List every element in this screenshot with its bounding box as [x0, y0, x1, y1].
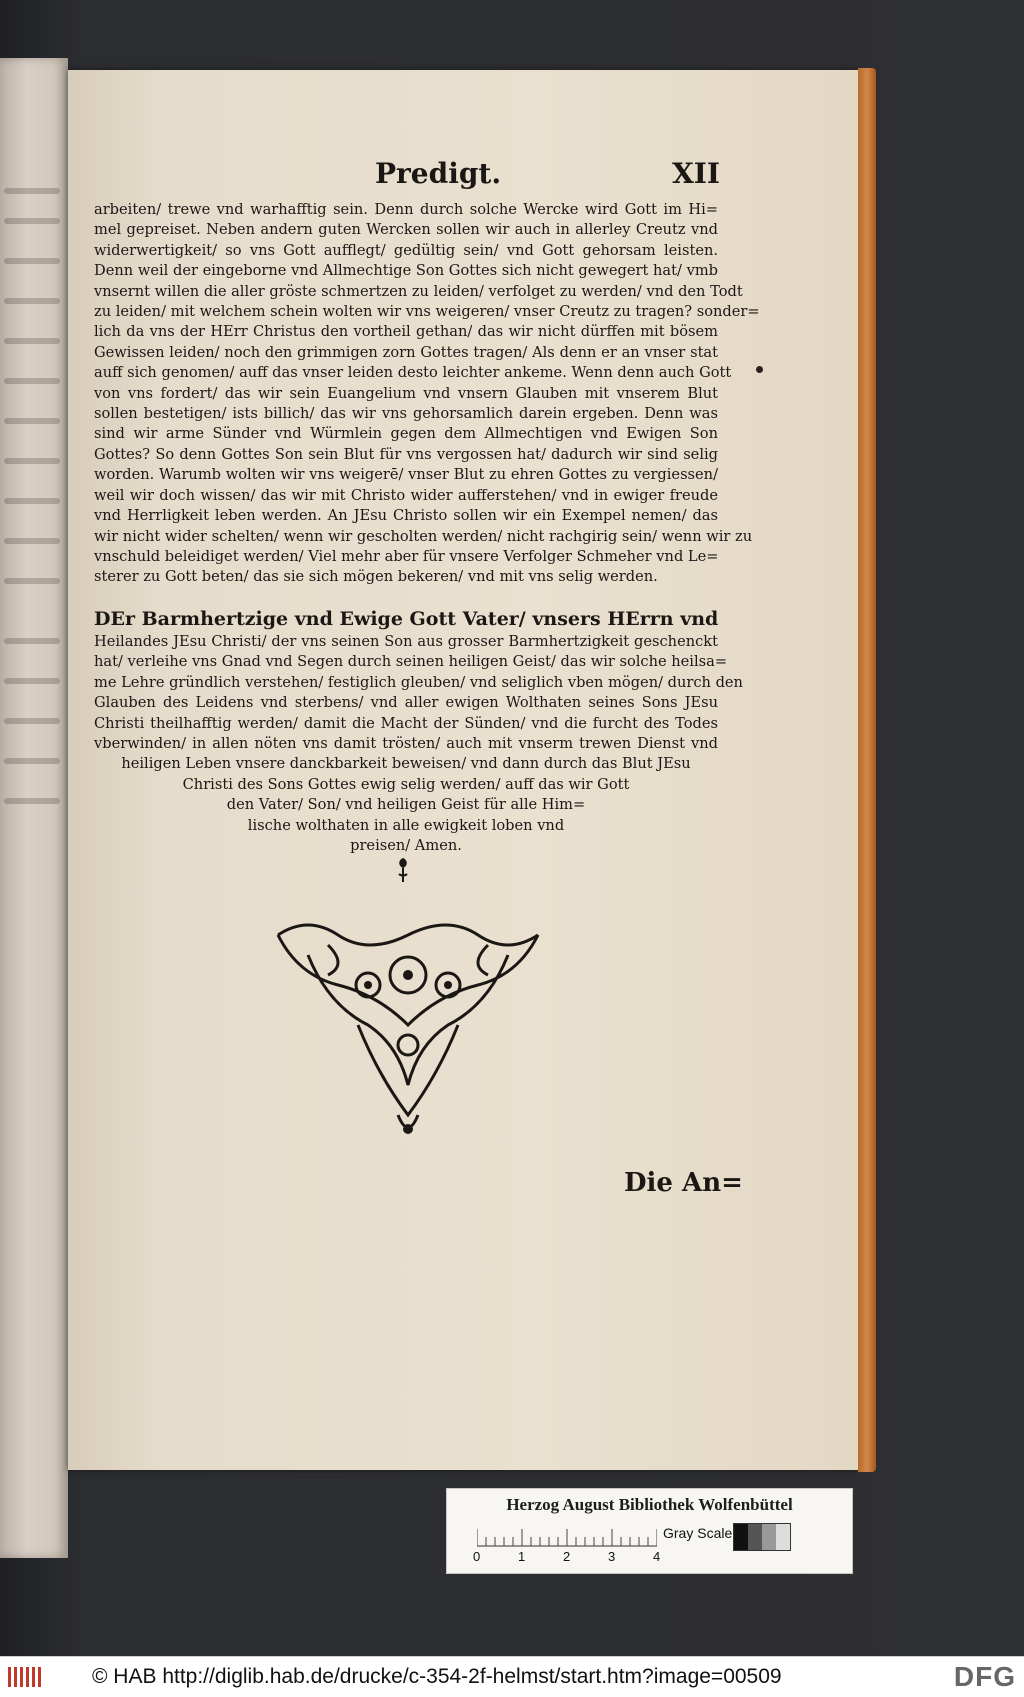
- facing-page-edge: [0, 58, 68, 1558]
- catchword: Die An=: [624, 1168, 743, 1198]
- prayer-line: hat/ verleihe vns Gnad vnd Segen durch seinen heiligen Geist/ das wir solche heilsa=: [94, 653, 728, 671]
- text-line: weil wir doch wissen/ das wir mit Christo wider aufferstehen/ vnd in ewiger freude: [94, 486, 718, 504]
- ornamental-vignette-icon: [268, 915, 548, 1145]
- text-line: Gottes? So denn Gottes Son sein Blut für vns vergossen hat/ dadurch wir sind selig: [94, 445, 718, 463]
- prayer-taper-line: den Vater/ Son/ vnd heiligen Geist für alle Him=: [226, 796, 586, 814]
- folio-number: XII: [672, 157, 720, 190]
- ink-spot: [756, 366, 763, 373]
- prayer-line: me Lehre gründlich verstehen/ festiglich gleuben/ vnd seliglich vben mögen/ durch den: [94, 673, 743, 691]
- text-line: vnsernt willen die aller gröste schmertzen zu leiden/ verfolget zu werden/ vnd den Todt: [94, 282, 743, 300]
- text-line: widerwertigkeit/ so vns Gott aufflegt/ gedültig sein/ vnd Gott gehorsam leisten.: [94, 241, 718, 259]
- prayer-opening-line: DEr Barmhertzige vnd Ewige Gott Vater/ vnsers HErrn vnd: [94, 608, 719, 630]
- prayer-taper-line: Christi des Sons Gottes ewig selig werden/ auff das wir Gott: [182, 775, 630, 793]
- ruler-numbers: [473, 1549, 673, 1567]
- text-line: wir nicht wider schelten/ wenn wir gescholten werden/ nicht rachgirig sein/ wenn wir zu: [94, 527, 753, 545]
- ruler-number: 3: [608, 1549, 616, 1564]
- library-name: Herzog August Bibliothek Wolfenbüttel: [506, 1495, 793, 1514]
- page-header: [375, 157, 720, 197]
- prayer-line: Glauben des Leidens vnd sterbens/ vnd aller ewigen Wolthaten seines Sons JEsu: [94, 694, 718, 712]
- sermon-text: [94, 200, 760, 588]
- text-line: zu leiden/ mit welchem schein wolten wir vns weigeren/ vnser Creutz zu tragen? sonder=: [94, 303, 760, 321]
- dfg-logo: DFG: [953, 1661, 1016, 1692]
- text-line: vnschuld beleidiget werden/ Viel mehr aber für vnsere Verfolger Schmeher vnd Le=: [94, 547, 719, 565]
- text-line: Denn weil der eingeborne vnd Allmechtige Son Gottes sich nicht gewegert hat/ vmb: [94, 262, 718, 280]
- prayer-taper-line: heiligen Leben vnsere danckbarkeit beweisen/ vnd dann durch das Blut JEsu: [121, 755, 691, 773]
- fleuron-icon: [394, 856, 412, 886]
- color-scale-card: [446, 1488, 853, 1574]
- ruler-number: 4: [653, 1549, 661, 1564]
- ruler-number: 0: [473, 1549, 481, 1564]
- ruler-icon: [477, 1525, 657, 1547]
- ruler-number: 1: [518, 1549, 526, 1564]
- text-line: sterer zu Gott beten/ das sie sich mögen bekeren/ vnd mit vns selig werden.: [94, 568, 658, 586]
- prayer-taper-line: lische wolthaten in alle ewigkeit loben vnd: [247, 816, 565, 834]
- gray-scale-swatches: [733, 1523, 791, 1551]
- prayer-line: Heilandes JEsu Christi/ der vns seinen Son aus grosser Barmhertzigkeit geschenckt: [94, 633, 718, 650]
- page-fore-edge: [858, 68, 876, 1472]
- closing-prayer: [94, 606, 743, 856]
- text-line: sollen bestetigen/ ists billich/ das wir vns gehorsamlich darein ergeben. Denn was: [94, 405, 718, 423]
- prayer-taper-line: preisen/ Amen.: [350, 837, 462, 855]
- text-line: Gewissen leiden/ noch den grimmigen zorn Gottes tragen/ Als denn er an vnser stat: [94, 343, 718, 361]
- text-line: von vns fordert/ das wir sein Euangelium vnd vnsern Glauben mit vnserem Blut: [94, 384, 718, 402]
- prayer-line: vberwinden/ in allen nöten vns damit trösten/ auch mit vnserm trewen Dienst vnd: [94, 735, 718, 753]
- running-head: Predigt.: [375, 157, 502, 190]
- text-line: lich da vns der HErr Christus den vortheil gethan/ das wir nicht dürffen mit bösem: [94, 323, 718, 341]
- text-line: sind wir arme Sünder vnd Würmlein gegen dem Allmechtigen vnd Ewigen Son: [94, 425, 718, 443]
- footer-bar: [0, 1656, 1024, 1697]
- text-line: auff sich genomen/ auff das vnser leiden desto leichter ankeme. Wenn denn auch Gott: [94, 364, 732, 382]
- text-line: mel gepreiset. Neben andern guten Wercken sollen wir auch in allerley Creutz vnd: [94, 221, 718, 239]
- text-line: vnd Herrligkeit leben werden. An JEsu Christo sollen wir ein Exempel nemen/ das: [94, 507, 718, 525]
- text-line: worden. Warumb wolten wir vns weigerē/ vnser Blut zu ehren Gottes zu vergiessen/: [94, 466, 718, 484]
- hab-logo-icon: [6, 1663, 46, 1691]
- prayer-line: Christi theilhafftig werden/ damit die Macht der Sünden/ vnd die furcht des Todes: [94, 714, 718, 732]
- gray-scale-label: Gray Scale: [663, 1525, 733, 1541]
- footer-copyright-link[interactable]: © HAB http://diglib.hab.de/drucke/c-354-2f-helmst/start.htm?image=00509: [92, 1665, 782, 1688]
- text-line: arbeiten/ trewe vnd warhafftig sein. Denn durch solche Wercke wird Gott im Hi=: [94, 201, 718, 218]
- ruler-number: 2: [563, 1549, 571, 1564]
